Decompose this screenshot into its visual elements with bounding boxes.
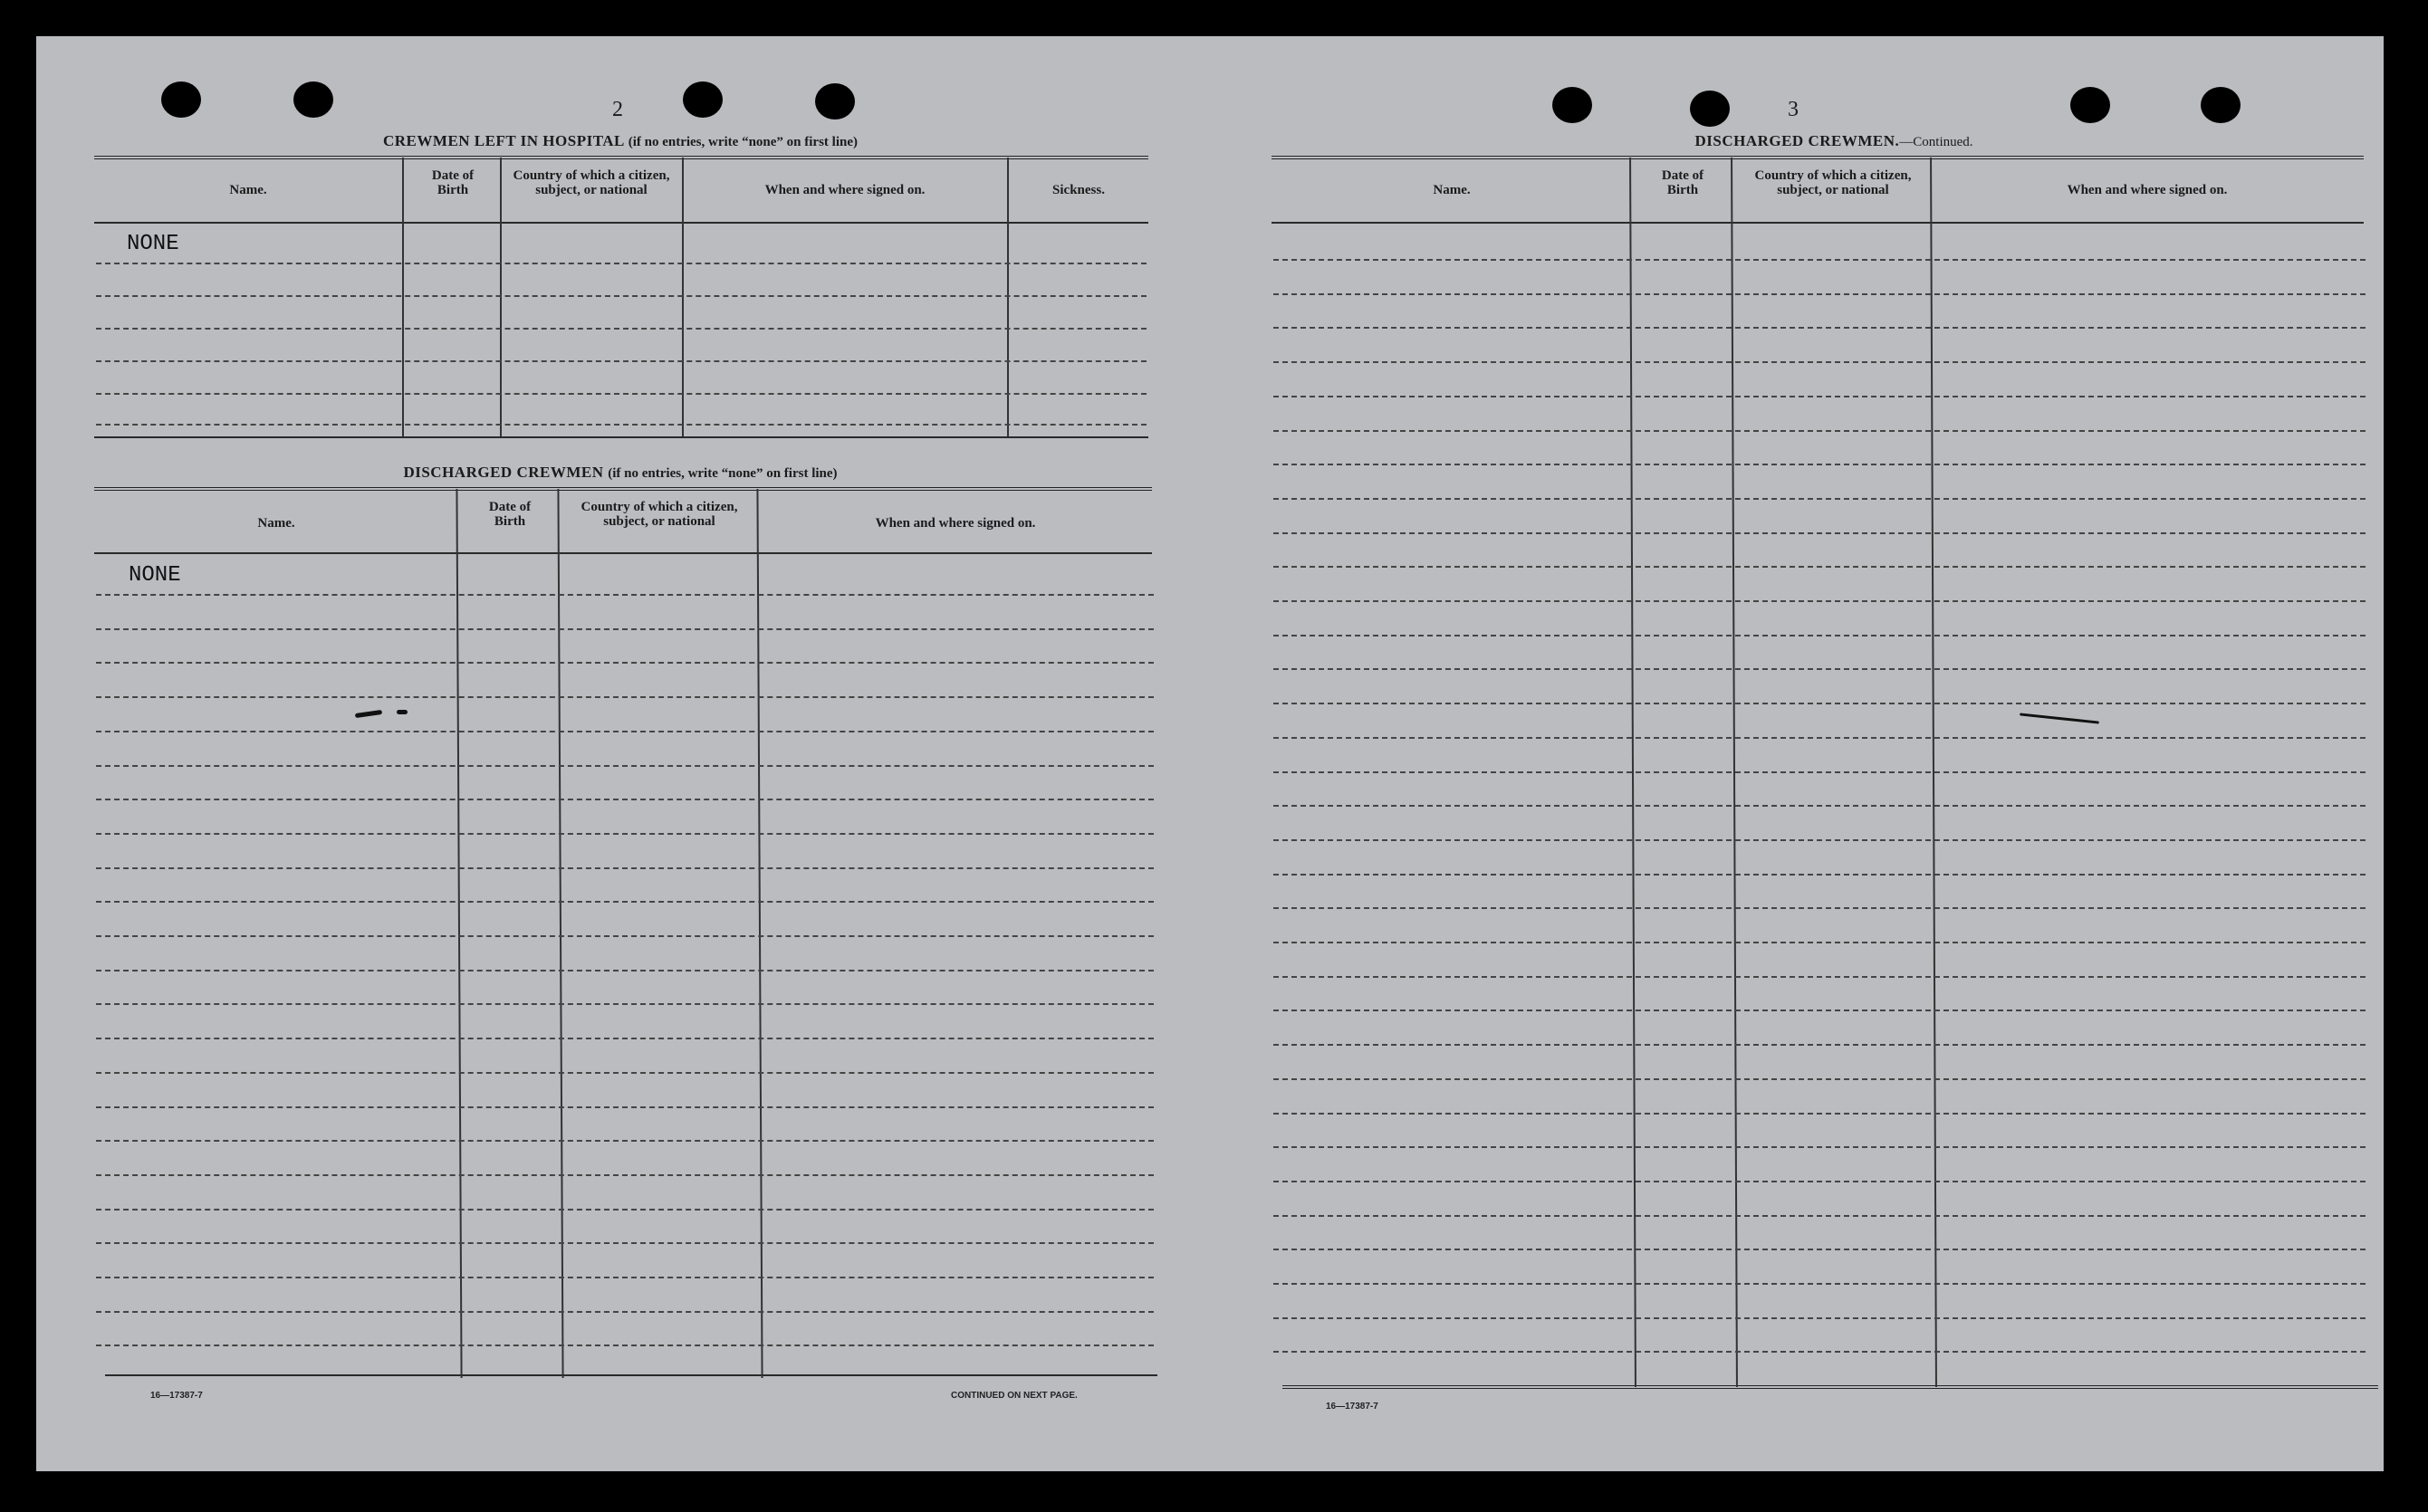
- dotted-line: [1273, 805, 2366, 807]
- hospital-note: (if no entries, write “none” on first line): [628, 135, 858, 149]
- hospital-section-title: [91, 132, 1150, 150]
- punch-hole: [815, 83, 855, 120]
- hospital-entry-none: NONE: [127, 232, 179, 256]
- dotted-line: [1273, 1249, 2366, 1250]
- dotted-line: [1273, 1010, 2366, 1011]
- dotted-line: [96, 867, 1154, 869]
- hospital-col-sickness: Sickness.: [1052, 183, 1105, 197]
- dotted-line: [1273, 498, 2366, 500]
- dotted-line: [96, 295, 1147, 297]
- dotted-line: [96, 833, 1154, 835]
- hospital-col-signed: When and where signed on.: [764, 183, 926, 197]
- right-top-rule: [1272, 156, 2364, 159]
- punch-hole: [161, 81, 201, 118]
- hospital-col-country: Country of which a citizen, subject, or national: [513, 168, 670, 197]
- punch-hole: [2201, 87, 2241, 123]
- right-title-suffix: —Continued.: [1899, 135, 1973, 149]
- dotted-line: [1273, 976, 2366, 978]
- dotted-line: [1273, 874, 2366, 876]
- dotted-line: [96, 594, 1154, 596]
- dotted-line: [96, 662, 1154, 664]
- dotted-line: [96, 328, 1147, 330]
- right-col-dob: Date of Birth: [1661, 168, 1704, 197]
- dotted-line: [96, 1072, 1154, 1074]
- hospital-top-rule: [94, 156, 1148, 159]
- punch-hole: [1552, 87, 1592, 123]
- dotted-line: [96, 1345, 1154, 1346]
- right-col-signed: When and where signed on.: [2067, 183, 2228, 197]
- dotted-line: [96, 696, 1154, 698]
- dotted-line: [96, 970, 1154, 971]
- ink-smudge: [397, 710, 408, 714]
- dotted-line: [96, 1242, 1154, 1244]
- right-col-country: Country of which a citizen, subject, or national: [1754, 168, 1912, 197]
- dotted-line: [1273, 464, 2366, 465]
- hospital-title: CREWMEN LEFT IN HOSPITAL: [383, 132, 624, 149]
- dotted-line: [1273, 293, 2366, 295]
- right-page-number: 3: [1788, 98, 1799, 121]
- left-page-number: 2: [612, 98, 623, 121]
- dotted-line: [1273, 1317, 2366, 1319]
- discharged-col-divider: [557, 489, 563, 1378]
- dotted-line: [96, 1003, 1154, 1005]
- discharged-section-title: [91, 464, 1150, 482]
- discharged-header-rule: [94, 552, 1152, 554]
- dotted-line: [1273, 942, 2366, 943]
- dotted-line: [96, 799, 1154, 800]
- dotted-line: [96, 263, 1147, 264]
- dotted-line: [1273, 1078, 2366, 1080]
- discharged-col-divider: [756, 489, 763, 1378]
- left-footer-continued: CONTINUED ON NEXT PAGE.: [951, 1391, 1078, 1401]
- dotted-line: [1273, 396, 2366, 397]
- left-footer-form-number: 16—17387-7: [150, 1391, 203, 1401]
- discharged-bottom-rule: [105, 1374, 1157, 1376]
- punch-hole: [683, 81, 723, 118]
- dotted-line: [1273, 1044, 2366, 1046]
- dotted-line: [96, 360, 1147, 362]
- dotted-line: [1273, 430, 2366, 432]
- dotted-line: [1273, 1146, 2366, 1148]
- discharged-top-rule: [94, 487, 1152, 491]
- dotted-line: [96, 424, 1147, 426]
- dotted-line: [1273, 703, 2366, 704]
- discharged-col-signed: When and where signed on.: [875, 516, 1036, 531]
- dotted-line: [1273, 1351, 2366, 1353]
- dotted-line: [96, 1038, 1154, 1039]
- hospital-col-dob: Date of Birth: [431, 168, 475, 197]
- punch-hole: [1690, 91, 1730, 127]
- ink-smudge: [355, 710, 382, 718]
- hospital-header-rule: [94, 222, 1148, 224]
- right-col-name: Name.: [1433, 183, 1471, 197]
- right-title: DISCHARGED CREWMEN.: [1694, 132, 1900, 149]
- dotted-line: [1273, 327, 2366, 329]
- dotted-line: [1273, 771, 2366, 773]
- punch-hole: [293, 81, 333, 118]
- pen-stroke: [2020, 713, 2099, 723]
- dotted-line: [96, 1140, 1154, 1142]
- hospital-col-name: Name.: [229, 183, 267, 197]
- hospital-bottom-rule: [94, 436, 1148, 438]
- dotted-line: [96, 1209, 1154, 1211]
- punch-hole: [2070, 87, 2110, 123]
- discharged-title: DISCHARGED CREWMEN: [403, 464, 604, 481]
- form-sheet: [36, 36, 2384, 1471]
- dotted-line: [96, 628, 1154, 630]
- dotted-line: [96, 1277, 1154, 1278]
- dotted-line: [96, 1174, 1154, 1176]
- dotted-line: [1273, 668, 2366, 670]
- dotted-line: [1273, 635, 2366, 636]
- dotted-line: [96, 1311, 1154, 1313]
- dotted-line: [96, 935, 1154, 937]
- dotted-line: [96, 1106, 1154, 1108]
- dotted-line: [1273, 737, 2366, 739]
- right-footer-form-number: 16—17387-7: [1326, 1402, 1378, 1412]
- dotted-line: [1273, 907, 2366, 909]
- dotted-line: [1273, 839, 2366, 841]
- right-header-rule: [1272, 222, 2364, 224]
- dotted-line: [96, 765, 1154, 767]
- discharged-col-dob: Date of Birth: [488, 500, 532, 529]
- dotted-line: [96, 901, 1154, 903]
- right-bottom-rule: [1282, 1385, 2378, 1389]
- dotted-line: [1273, 361, 2366, 363]
- discharged-entry-none: NONE: [129, 563, 181, 588]
- discharged-col-name: Name.: [257, 516, 295, 531]
- dotted-line: [1273, 566, 2366, 568]
- dotted-line: [96, 393, 1147, 395]
- right-section-title: [1304, 132, 2364, 150]
- dotted-line: [1273, 1113, 2366, 1115]
- dotted-line: [1273, 600, 2366, 602]
- dotted-line: [1273, 1283, 2366, 1285]
- dotted-line: [1273, 259, 2366, 261]
- dotted-line: [96, 731, 1154, 732]
- dotted-line: [1273, 532, 2366, 534]
- discharged-col-divider: [456, 489, 462, 1378]
- discharged-col-country: Country of which a citizen, subject, or national: [581, 500, 738, 529]
- discharged-note: (if no entries, write “none” on first line): [608, 466, 838, 481]
- dotted-line: [1273, 1181, 2366, 1182]
- dotted-line: [1273, 1215, 2366, 1217]
